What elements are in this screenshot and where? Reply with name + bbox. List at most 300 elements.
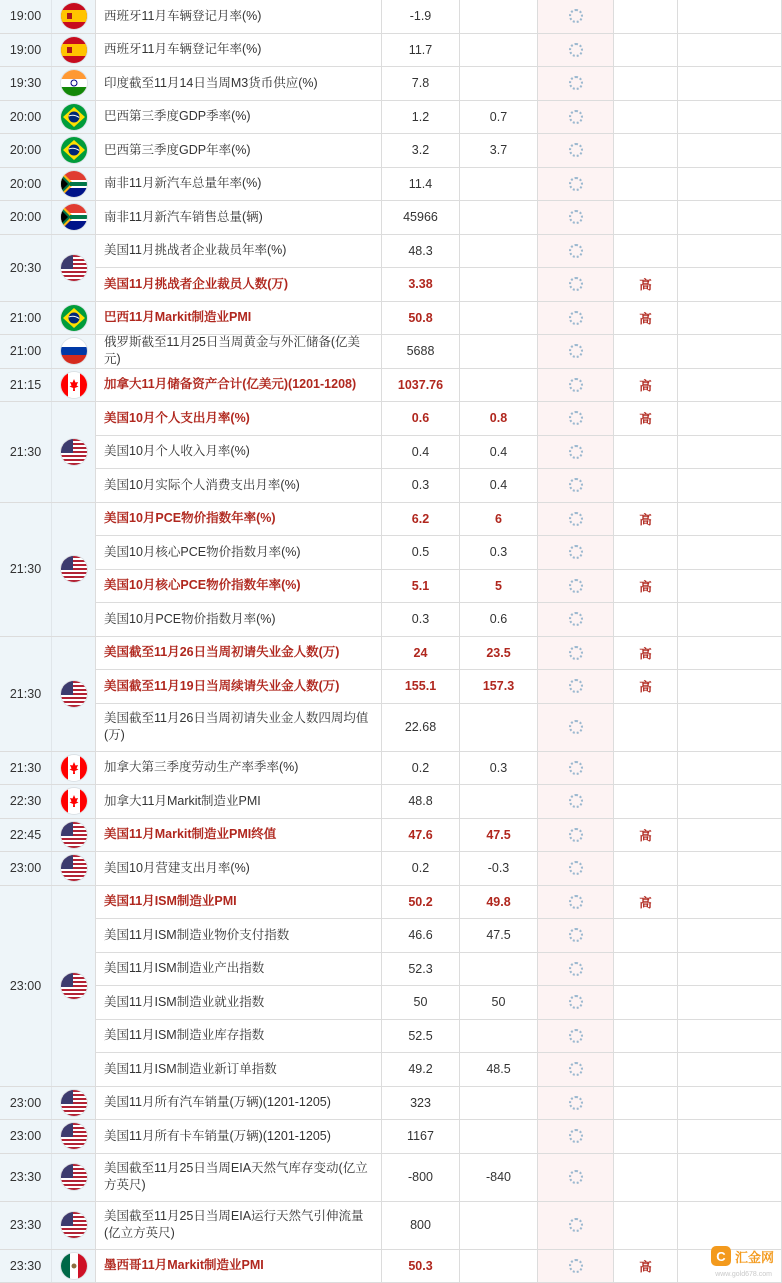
- event-time: 23:00: [0, 886, 52, 1086]
- actual-value: 0.6: [382, 402, 460, 436]
- table-row[interactable]: [0, 67, 782, 101]
- loading-spinner-icon: [569, 177, 583, 191]
- empty-cell: [678, 536, 782, 570]
- empty-cell: [678, 704, 782, 752]
- indicator-name[interactable]: 美国10月营建支出月率(%): [96, 852, 382, 886]
- importance-badge: [614, 201, 678, 235]
- empty-cell: [678, 369, 782, 403]
- actual-value: 45966: [382, 201, 460, 235]
- importance-badge: 高: [614, 670, 678, 704]
- previous-value: [460, 201, 538, 235]
- event-time: 19:30: [0, 67, 52, 100]
- actual-value: 0.4: [382, 436, 460, 470]
- actual-value: 22.68: [382, 704, 460, 752]
- empty-cell: [678, 503, 782, 537]
- table-row[interactable]: [0, 886, 782, 920]
- table-row[interactable]: [0, 704, 782, 752]
- actual-value: -1.9: [382, 0, 460, 34]
- indicator-name[interactable]: 加拿大11月Markit制造业PMI: [96, 785, 382, 819]
- time-group: [0, 369, 96, 403]
- loading-cell: [538, 67, 614, 101]
- loading-spinner-icon: [569, 1129, 583, 1143]
- empty-cell: [678, 101, 782, 135]
- empty-cell: [678, 637, 782, 671]
- loading-cell: [538, 986, 614, 1020]
- actual-value: 52.5: [382, 1020, 460, 1054]
- previous-value: 0.6: [460, 603, 538, 637]
- actual-value: 11.7: [382, 34, 460, 68]
- loading-spinner-icon: [569, 612, 583, 626]
- loading-spinner-icon: [569, 76, 583, 90]
- importance-badge: [614, 1020, 678, 1054]
- importance-badge: 高: [614, 570, 678, 604]
- importance-badge: [614, 335, 678, 369]
- actual-value: 155.1: [382, 670, 460, 704]
- time-group: [0, 67, 96, 101]
- indicator-name[interactable]: 美国10月核心PCE物价指数月率(%): [96, 536, 382, 570]
- actual-value: 3.38: [382, 268, 460, 302]
- actual-value: 24: [382, 637, 460, 671]
- actual-value: 47.6: [382, 819, 460, 853]
- loading-spinner-icon: [569, 928, 583, 942]
- loading-spinner-icon: [569, 512, 583, 526]
- actual-value: 49.2: [382, 1053, 460, 1087]
- actual-value: 52.3: [382, 953, 460, 987]
- russia-flag-icon: [52, 335, 96, 368]
- event-time: 23:00: [0, 1087, 52, 1120]
- loading-spinner-icon: [569, 378, 583, 392]
- indicator-name[interactable]: 美国11月ISM制造业物价支付指数: [96, 919, 382, 953]
- importance-badge: [614, 1120, 678, 1154]
- loading-spinner-icon: [569, 110, 583, 124]
- indicator-name[interactable]: 美国11月ISM制造业PMI: [96, 886, 382, 920]
- importance-badge: [614, 436, 678, 470]
- huijin-logo-icon: C: [711, 1246, 731, 1266]
- previous-value: [460, 1020, 538, 1054]
- empty-cell: [678, 335, 782, 369]
- importance-badge: 高: [614, 1250, 678, 1283]
- loading-spinner-icon: [569, 1062, 583, 1076]
- event-time: 21:30: [0, 752, 52, 785]
- empty-cell: [678, 235, 782, 269]
- importance-badge: 高: [614, 819, 678, 853]
- event-time: 20:00: [0, 134, 52, 167]
- table-row[interactable]: [0, 369, 782, 403]
- table-row[interactable]: [0, 503, 782, 537]
- event-time: 20:00: [0, 168, 52, 201]
- indicator-name[interactable]: 美国11月所有卡车销量(万辆)(1201-1205): [96, 1120, 382, 1154]
- empty-cell: [678, 570, 782, 604]
- previous-value: 50: [460, 986, 538, 1020]
- importance-badge: [614, 168, 678, 202]
- loading-spinner-icon: [569, 861, 583, 875]
- loading-cell: [538, 1154, 614, 1202]
- usa-flag-icon: [52, 819, 96, 852]
- importance-badge: [614, 752, 678, 786]
- loading-spinner-icon: [569, 646, 583, 660]
- time-group: [0, 134, 96, 168]
- indicator-name[interactable]: 美国截至11月26日当周初请失业金人数(万): [96, 637, 382, 671]
- importance-badge: 高: [614, 886, 678, 920]
- time-group: [0, 34, 96, 68]
- loading-spinner-icon: [569, 210, 583, 224]
- indicator-name[interactable]: 加拿大第三季度劳动生产率季率(%): [96, 752, 382, 786]
- indicator-name[interactable]: 美国11月Markit制造业PMI终值: [96, 819, 382, 853]
- previous-value: [460, 704, 538, 752]
- empty-cell: [678, 953, 782, 987]
- loading-cell: [538, 852, 614, 886]
- table-row[interactable]: [0, 1020, 782, 1054]
- table-row[interactable]: [0, 919, 782, 953]
- table-row[interactable]: [0, 986, 782, 1020]
- indicator-name[interactable]: 美国10月实际个人消费支出月率(%): [96, 469, 382, 503]
- empty-cell: [678, 469, 782, 503]
- loading-cell: [538, 101, 614, 135]
- previous-value: 0.3: [460, 752, 538, 786]
- loading-spinner-icon: [569, 1259, 583, 1273]
- table-row[interactable]: [0, 101, 782, 135]
- time-group: [0, 101, 96, 135]
- event-time: 21:00: [0, 335, 52, 368]
- time-group: [0, 886, 96, 1087]
- table-row[interactable]: [0, 335, 782, 369]
- previous-value: 0.4: [460, 436, 538, 470]
- table-row[interactable]: [0, 1120, 782, 1154]
- time-group: [0, 168, 96, 202]
- loading-cell: [538, 201, 614, 235]
- time-group: [0, 852, 96, 886]
- time-group: [0, 302, 96, 336]
- table-row[interactable]: [0, 1087, 782, 1121]
- loading-cell: [538, 0, 614, 34]
- importance-badge: [614, 34, 678, 68]
- table-row[interactable]: [0, 302, 782, 336]
- mexico-flag-icon: [52, 1250, 96, 1283]
- actual-value: 7.8: [382, 67, 460, 101]
- importance-badge: 高: [614, 302, 678, 336]
- actual-value: 0.3: [382, 469, 460, 503]
- table-row[interactable]: [0, 34, 782, 68]
- actual-value: 5.1: [382, 570, 460, 604]
- south-africa-flag-icon: [52, 201, 96, 234]
- indicator-name[interactable]: 美国截至11月25日当周EIA运行天然气引伸流量(亿立方英尺): [96, 1202, 382, 1250]
- previous-value: 5: [460, 570, 538, 604]
- loading-cell: [538, 168, 614, 202]
- importance-badge: [614, 101, 678, 135]
- loading-cell: [538, 785, 614, 819]
- importance-badge: [614, 469, 678, 503]
- empty-cell: [678, 886, 782, 920]
- indicator-name[interactable]: 美国11月ISM制造业就业指数: [96, 986, 382, 1020]
- actual-value: 1167: [382, 1120, 460, 1154]
- actual-value: 50.8: [382, 302, 460, 336]
- loading-cell: [538, 1202, 614, 1250]
- table-row[interactable]: [0, 637, 782, 671]
- watermark-url: www.gold678.com: [715, 1271, 772, 1278]
- importance-badge: [614, 953, 678, 987]
- importance-badge: [614, 919, 678, 953]
- loading-cell: [538, 919, 614, 953]
- table-row[interactable]: [0, 536, 782, 570]
- indicator-name[interactable]: 墨西哥11月Markit制造业PMI: [96, 1250, 382, 1283]
- actual-value: 50.3: [382, 1250, 460, 1283]
- loading-cell: [538, 953, 614, 987]
- loading-cell: [538, 436, 614, 470]
- previous-value: [460, 67, 538, 101]
- event-time: 23:00: [0, 852, 52, 885]
- table-row[interactable]: [0, 0, 782, 34]
- table-row[interactable]: [0, 570, 782, 604]
- table-row[interactable]: [0, 402, 782, 436]
- loading-spinner-icon: [569, 1096, 583, 1110]
- event-time: 21:30: [0, 402, 52, 502]
- empty-cell: [678, 603, 782, 637]
- importance-badge: [614, 1053, 678, 1087]
- event-time: 21:15: [0, 369, 52, 402]
- loading-cell: [538, 268, 614, 302]
- importance-badge: [614, 0, 678, 34]
- actual-value: 3.2: [382, 134, 460, 168]
- importance-badge: [614, 235, 678, 269]
- loading-cell: [538, 886, 614, 920]
- loading-spinner-icon: [569, 277, 583, 291]
- previous-value: 0.4: [460, 469, 538, 503]
- loading-spinner-icon: [569, 1170, 583, 1184]
- loading-spinner-icon: [569, 828, 583, 842]
- brazil-flag-icon: [52, 134, 96, 167]
- loading-spinner-icon: [569, 794, 583, 808]
- loading-cell: [538, 536, 614, 570]
- loading-cell: [538, 1120, 614, 1154]
- importance-badge: [614, 1154, 678, 1202]
- actual-value: 11.4: [382, 168, 460, 202]
- empty-cell: [678, 986, 782, 1020]
- actual-value: 5688: [382, 335, 460, 369]
- canada-flag-icon: [52, 752, 96, 785]
- time-group: [0, 1154, 96, 1202]
- previous-value: 47.5: [460, 819, 538, 853]
- previous-value: [460, 1120, 538, 1154]
- table-row[interactable]: [0, 168, 782, 202]
- previous-value: [460, 34, 538, 68]
- importance-badge: [614, 852, 678, 886]
- event-time: 20:00: [0, 101, 52, 134]
- table-row[interactable]: [0, 201, 782, 235]
- previous-value: 48.5: [460, 1053, 538, 1087]
- previous-value: [460, 1087, 538, 1121]
- indicator-name[interactable]: 加拿大11月储备资产合计(亿美元)(1201-1208): [96, 369, 382, 403]
- table-row[interactable]: [0, 752, 782, 786]
- table-row[interactable]: [0, 670, 782, 704]
- loading-spinner-icon: [569, 995, 583, 1009]
- loading-cell: [538, 335, 614, 369]
- indicator-name[interactable]: 美国11月ISM制造业产出指数: [96, 953, 382, 987]
- loading-spinner-icon: [569, 478, 583, 492]
- empty-cell: [678, 1120, 782, 1154]
- usa-flag-icon: [52, 886, 96, 1086]
- loading-cell: [538, 1087, 614, 1121]
- time-group: [0, 335, 96, 369]
- loading-spinner-icon: [569, 895, 583, 909]
- importance-badge: [614, 1202, 678, 1250]
- empty-cell: [678, 1020, 782, 1054]
- usa-flag-icon: [52, 235, 96, 301]
- event-time: 19:00: [0, 34, 52, 67]
- loading-spinner-icon: [569, 761, 583, 775]
- indicator-name[interactable]: 南非11月新汽车总量年率(%): [96, 168, 382, 202]
- empty-cell: [678, 0, 782, 34]
- previous-value: 157.3: [460, 670, 538, 704]
- indicator-name[interactable]: 南非11月新汽车销售总量(辆): [96, 201, 382, 235]
- table-row[interactable]: [0, 819, 782, 853]
- canada-flag-icon: [52, 369, 96, 402]
- importance-badge: [614, 1087, 678, 1121]
- indicator-name[interactable]: 美国截至11月25日当周EIA天然气库存变动(亿立方英尺): [96, 1154, 382, 1202]
- time-group: [0, 201, 96, 235]
- importance-badge: [614, 986, 678, 1020]
- indicator-name[interactable]: 巴西第三季度GDP年率(%): [96, 134, 382, 168]
- time-group: [0, 235, 96, 302]
- indicator-name[interactable]: 美国11月所有汽车销量(万辆)(1201-1205): [96, 1087, 382, 1121]
- indicator-name[interactable]: 西班牙11月车辆登记月率(%): [96, 0, 382, 34]
- actual-value: 50.2: [382, 886, 460, 920]
- loading-spinner-icon: [569, 962, 583, 976]
- loading-cell: [538, 603, 614, 637]
- loading-cell: [538, 134, 614, 168]
- empty-cell: [678, 819, 782, 853]
- previous-value: 6: [460, 503, 538, 537]
- actual-value: 50: [382, 986, 460, 1020]
- loading-spinner-icon: [569, 43, 583, 57]
- empty-cell: [678, 1154, 782, 1202]
- empty-cell: [678, 268, 782, 302]
- actual-value: 48.3: [382, 235, 460, 269]
- indicator-name[interactable]: 美国截至11月26日当周初请失业金人数四周均值(万): [96, 704, 382, 752]
- table-row[interactable]: [0, 268, 782, 302]
- loading-spinner-icon: [569, 143, 583, 157]
- empty-cell: [678, 134, 782, 168]
- indicator-name[interactable]: 美国10月PCE物价指数月率(%): [96, 603, 382, 637]
- table-row[interactable]: [0, 1154, 782, 1202]
- actual-value: 0.2: [382, 852, 460, 886]
- indicator-name[interactable]: 美国11月ISM制造业新订单指数: [96, 1053, 382, 1087]
- loading-cell: [538, 402, 614, 436]
- indicator-name[interactable]: 美国10月个人支出月率(%): [96, 402, 382, 436]
- loading-spinner-icon: [569, 1218, 583, 1232]
- previous-value: [460, 1202, 538, 1250]
- actual-value: 0.2: [382, 752, 460, 786]
- loading-cell: [538, 235, 614, 269]
- previous-value: [460, 1250, 538, 1283]
- event-time: 20:30: [0, 235, 52, 301]
- loading-cell: [538, 1250, 614, 1283]
- table-row[interactable]: [0, 785, 782, 819]
- loading-cell: [538, 369, 614, 403]
- importance-badge: 高: [614, 369, 678, 403]
- empty-cell: [678, 67, 782, 101]
- previous-value: [460, 335, 538, 369]
- indicator-name[interactable]: 美国10月PCE物价指数年率(%): [96, 503, 382, 537]
- usa-flag-icon: [52, 1154, 96, 1201]
- table-row[interactable]: [0, 603, 782, 637]
- time-group: [0, 752, 96, 786]
- table-row[interactable]: [0, 953, 782, 987]
- south-africa-flag-icon: [52, 168, 96, 201]
- indicator-name[interactable]: 美国10月个人收入月率(%): [96, 436, 382, 470]
- time-group: [0, 819, 96, 853]
- loading-cell: [538, 1053, 614, 1087]
- empty-cell: [678, 1053, 782, 1087]
- spain-flag-icon: [52, 0, 96, 33]
- actual-value: 323: [382, 1087, 460, 1121]
- indicator-name[interactable]: 俄罗斯截至11月25日当周黄金与外汇储备(亿美元): [96, 335, 382, 369]
- loading-spinner-icon: [569, 411, 583, 425]
- usa-flag-icon: [52, 402, 96, 502]
- table-row[interactable]: [0, 1053, 782, 1087]
- time-group: [0, 0, 96, 34]
- indicator-name[interactable]: 西班牙11月车辆登记年率(%): [96, 34, 382, 68]
- time-group: [0, 1250, 96, 1283]
- indicator-name[interactable]: 美国截至11月19日当周续请失业金人数(万): [96, 670, 382, 704]
- loading-spinner-icon: [569, 445, 583, 459]
- importance-badge: 高: [614, 268, 678, 302]
- loading-cell: [538, 570, 614, 604]
- indicator-name[interactable]: 美国11月挑战者企业裁员人数(万): [96, 268, 382, 302]
- loading-cell: [538, 302, 614, 336]
- table-row[interactable]: [0, 1202, 782, 1250]
- indicator-name[interactable]: 印度截至11月14日当周M3货币供应(%): [96, 67, 382, 101]
- table-row[interactable]: [0, 1250, 782, 1283]
- table-row[interactable]: [0, 134, 782, 168]
- loading-spinner-icon: [569, 244, 583, 258]
- loading-spinner-icon: [569, 579, 583, 593]
- indicator-name[interactable]: 巴西第三季度GDP季率(%): [96, 101, 382, 135]
- loading-cell: [538, 469, 614, 503]
- loading-spinner-icon: [569, 344, 583, 358]
- time-group: [0, 637, 96, 752]
- importance-badge: [614, 785, 678, 819]
- canada-flag-icon: [52, 785, 96, 818]
- table-row[interactable]: [0, 436, 782, 470]
- brazil-flag-icon: [52, 302, 96, 335]
- loading-cell: [538, 670, 614, 704]
- indicator-name[interactable]: 巴西11月Markit制造业PMI: [96, 302, 382, 336]
- time-group: [0, 402, 96, 503]
- table-row[interactable]: [0, 852, 782, 886]
- actual-value: 0.5: [382, 536, 460, 570]
- indicator-name[interactable]: 美国11月ISM制造业库存指数: [96, 1020, 382, 1054]
- event-time: 21:00: [0, 302, 52, 335]
- indicator-name[interactable]: 美国11月挑战者企业裁员年率(%): [96, 235, 382, 269]
- empty-cell: [678, 919, 782, 953]
- time-group: [0, 1087, 96, 1121]
- importance-badge: 高: [614, 637, 678, 671]
- importance-badge: [614, 67, 678, 101]
- previous-value: 47.5: [460, 919, 538, 953]
- table-row[interactable]: [0, 469, 782, 503]
- indicator-name[interactable]: 美国10月核心PCE物价指数年率(%): [96, 570, 382, 604]
- loading-spinner-icon: [569, 679, 583, 693]
- usa-flag-icon: [52, 1087, 96, 1120]
- table-row[interactable]: [0, 235, 782, 269]
- empty-cell: [678, 1202, 782, 1250]
- watermark-text: 汇金网: [735, 1247, 774, 1266]
- event-time: 23:30: [0, 1250, 52, 1283]
- previous-value: [460, 785, 538, 819]
- importance-badge: [614, 134, 678, 168]
- time-group: [0, 1202, 96, 1250]
- previous-value: 23.5: [460, 637, 538, 671]
